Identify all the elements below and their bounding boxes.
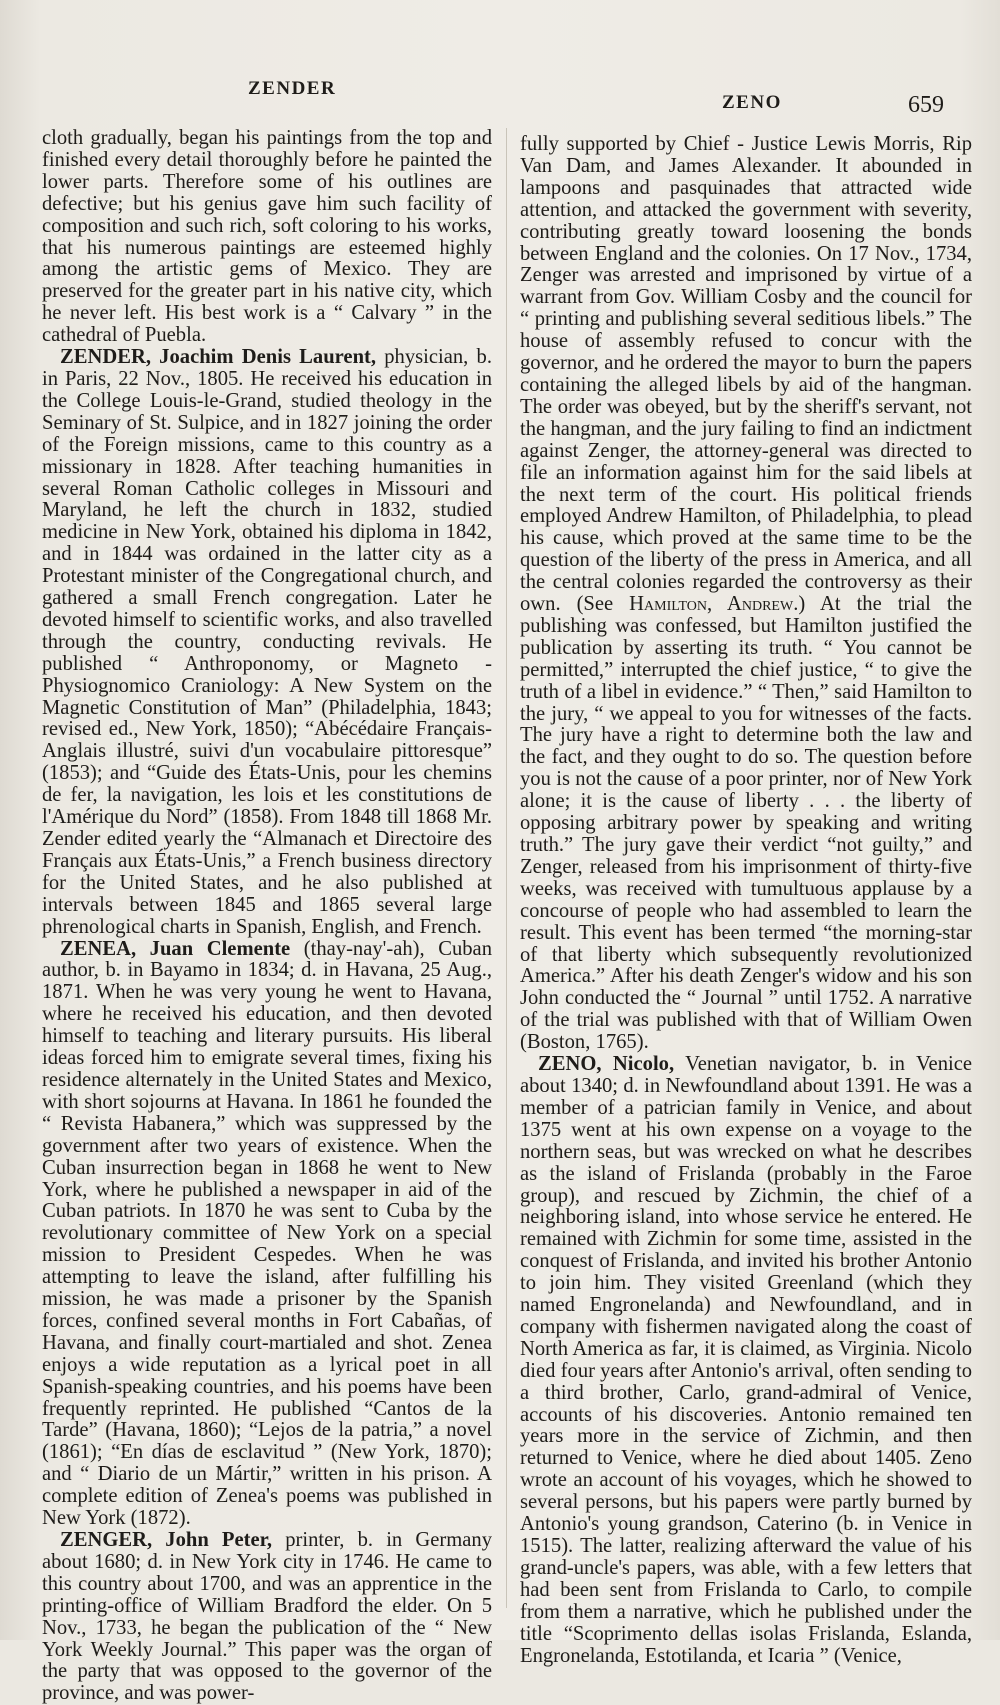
zenger-continued-text-a: fully supported by Chief - Justice Lewis Morris, Rip Van Dam, and James Alexander. It abounded in lampoons and pasquinades that attracted wide attention, and attacked the government with severity, contributing greatly toward loosening the bonds between England and the colonies. On 17 Nov., 1734, Zenger was arrested and imprisoned by virtue of a warrant from Gov. William Cosby and the council for “ printing and publishing several seditious libels.” The house of assembly refused to concur with the governor, and he ordered the mayor to burn the papers containing the alleged libels by aid of the hangman. The order was obeyed, but by the sheriff's servant, not the hangman, and the jury failing to find an indictment against Zenger, the attorney-general was directed to file an information against him for the said libels at the next term of the court. His political friends employed Andrew Hamilton, of Philadelphia, to plead his cause, which proved at the same time to be the question of the liberty of the press in America, and all the central colonies regarded the controversy as their own. (See	[520, 133, 972, 616]
headword-zenger: ZENGER, John Peter,	[60, 1529, 273, 1551]
headword-zenea: ZENEA, Juan Clemente	[60, 937, 291, 960]
entry-zenger-continued	[520, 134, 972, 1054]
right-column	[520, 134, 972, 1667]
headword-zender: ZENDER, Joachim Denis Laurent,	[60, 346, 377, 369]
right-running-head: ZENO	[722, 92, 782, 113]
entry-zender	[42, 347, 492, 938]
entry-zenea-text: (thay-nay'-ah), Cuban author, b. in Bayamo in 1834; d. in Havana, 25 Aug., 1871. When he was very young he went to Havana, where he received his education, and then devoted himself to teaching and literary pursuits. His liberal ideas forced him to emigrate several times, fixing his residence alternately in the United States and Mexico, with short sojourns at Havana. In 1861 he founded the “ Revista Habanera,” which was suppressed by the government after two years of existence. When the Cuban insurrection began in 1868 he went to New York, where he published a newspaper in aid of the Cuban patriots. In 1870 he was sent to Cuba by the revolutionary committee of New York on a special mission to President Cespedes. When he was attempting to leave the island, after fulfilling his mission, he was made a prisoner by the Spanish forces, confined several months in Fort Cabañas, of Havana, and finally court-martialed and shot. Zenea enjoys a wide reputation as a lyrical poet in all Spanish-speaking countries, and his poems have been frequently reprinted. He published “Cantos de la Tarde” (Havana, 1860); “Lejos de la patria,” a novel (1861); “En días de esclavitud ” (New York, 1870); and “ Diario de un Mártir,” written in his prison. A complete edition of Zenea's poems was published in New York (1872).	[42, 937, 492, 1530]
left-running-head: ZENDER	[248, 78, 337, 99]
column-divider	[506, 128, 507, 1608]
entry-zenger	[42, 1530, 492, 1705]
paragraph-zender-painter-continued: cloth gradually, began his paintings from the top and finished every detail thoroughly before he painted the lower parts. Therefore some of his outlines are defective; but his genius gave him such facility of composition and such rich, soft coloring to his works, that his numerous paintings are esteemed highly among the artistic gems of Mexico. They are preserved for the greater part in his native city, which he never left. His best work is a “ Calvary ” in the cathedral of Puebla.	[42, 127, 492, 347]
left-column	[42, 128, 492, 1705]
entry-zender-text: physician, b. in Paris, 22 Nov., 1805. He received his education in the College Louis-le-Grand, studied theology in the Seminary of St. Sulpice, and in 1827 joining the order of the Foreign missions, came to this country as a missionary in 1828. After teaching humanities in several Roman Catholic colleges in Missouri and Maryland, he left the church in 1832, studied medicine in New York, obtained his diploma in 1842, and in 1844 was ordained in the latter city as a Protestant minister of the Congregational church, and gathered a small French congregation. Later he devoted himself to scientific works, and also travelled through the country, conducting revivals. He published “ Anthroponomy, or Magneto - Physiognomico Craniology: A New System on the Magnetic Constitution of Man” (Philadelphia, 1843; revised ed., New York, 1850); “Abécédaire Français-Anglais illustré, suivi d'un vocabulaire pittoresque” (1853); and “Guide des États-Unis, pour les chemins de fer, la navigation, les lois et les constitutions de l'Amérique du Nord” (1858). From 1848 till 1868 Mr. Zender edited yearly the “Almanach et Directoire des Français aux États-Unis,” a French business directory for the United States, and he also published at intervals between 1845 and 1865 several large phrenological charts in Spanish, English, and French.	[42, 346, 492, 938]
page-number: 659	[908, 92, 944, 118]
zenger-continued-text-b: ) At the trial the publishing was confessed, but Hamilton justified the publication by asserting its truth. “ You cannot be permitted,” interrupted the chief justice, “ to give the truth of a libel in evidence.” “ Then,” said Hamilton to the jury, “ we appeal to you for witnesses of the facts. The jury have a right to determine both the law and the fact, and they ought to do so. The question before you is not the cause of a poor printer, nor of New York alone; it is the cause of liberty . . . the liberty of opposing arbitrary power by speaking and writing truth.” The jury gave their verdict “not guilty,” and Zenger, released from his imprisonment of thirty-five weeks, was received with tumultuous applause by a concourse of people who had assembled to learn the result. This event has been termed “the morning-star of that liberty which subsequently revolutionized America.” After his death Zenger's widow and his son John conducted the “ Journal ” until 1752. A narrative of the trial was published with that of William Owen (Boston, 1765).	[520, 593, 972, 1054]
entry-zeno	[520, 1054, 972, 1667]
entry-zenger-text: printer, b. in Germany about 1680; d. in New York city in 1746. He came to this country about 1700, and was an apprentice in the printing-office of William Bradford the elder. On 5 Nov., 1733, he began the publication of the “ New York Weekly Journal.” This paper was the organ of the party that was opposed to the governor of the province, and was power-	[42, 1529, 492, 1705]
headword-zeno: ZENO, Nicolo,	[538, 1053, 675, 1076]
entry-zeno-text: Venetian navigator, b. in Venice about 1340; d. in Newfoundland about 1391. He was a member of a patrician family in Venice, and about 1375 went at his own expense on a voyage to the northern seas, but was wrecked on what he describes as the island of Frislanda (probably in the Faroe group), and rescued by Zichmin, the chief of a neighboring island, into whose service he entered. He remained with Zichmin for some time, assisted in the conquest of Frislanda, and invited his brother Antonio to join him. They visited Greenland (which they named Engronelanda) and Newfoundland, and in company with fishermen navigated along the coast of North America as far, it is claimed, as Virginia. Nicolo died four years after Antonio's arrival, often sending to a third brother, Carlo, grand-admiral of Venice, accounts of his discoveries. Antonio remained ten years more in the service of Zichmin, and then returned to Venice, where he died about 1405. Zeno wrote an account of his voyages, which he showed to several persons, but his papers were partly burned by Antonio's young grandson, Caterino (b. in Venice in 1515). The latter, realizing afterward the value of his grand-uncle's papers, was able, with a few letters that had been sent from Frislanda to Carlo, to compile from them a narrative, which he published under the title “Scoprimento dellas isolas Frislanda, Eslanda, Engronelanda, Estotilanda, et Icaria ” (Venice,	[520, 1053, 972, 1667]
entry-zenea	[42, 939, 492, 1530]
cross-reference-hamilton: Hamilton, Andrew.	[629, 593, 799, 616]
